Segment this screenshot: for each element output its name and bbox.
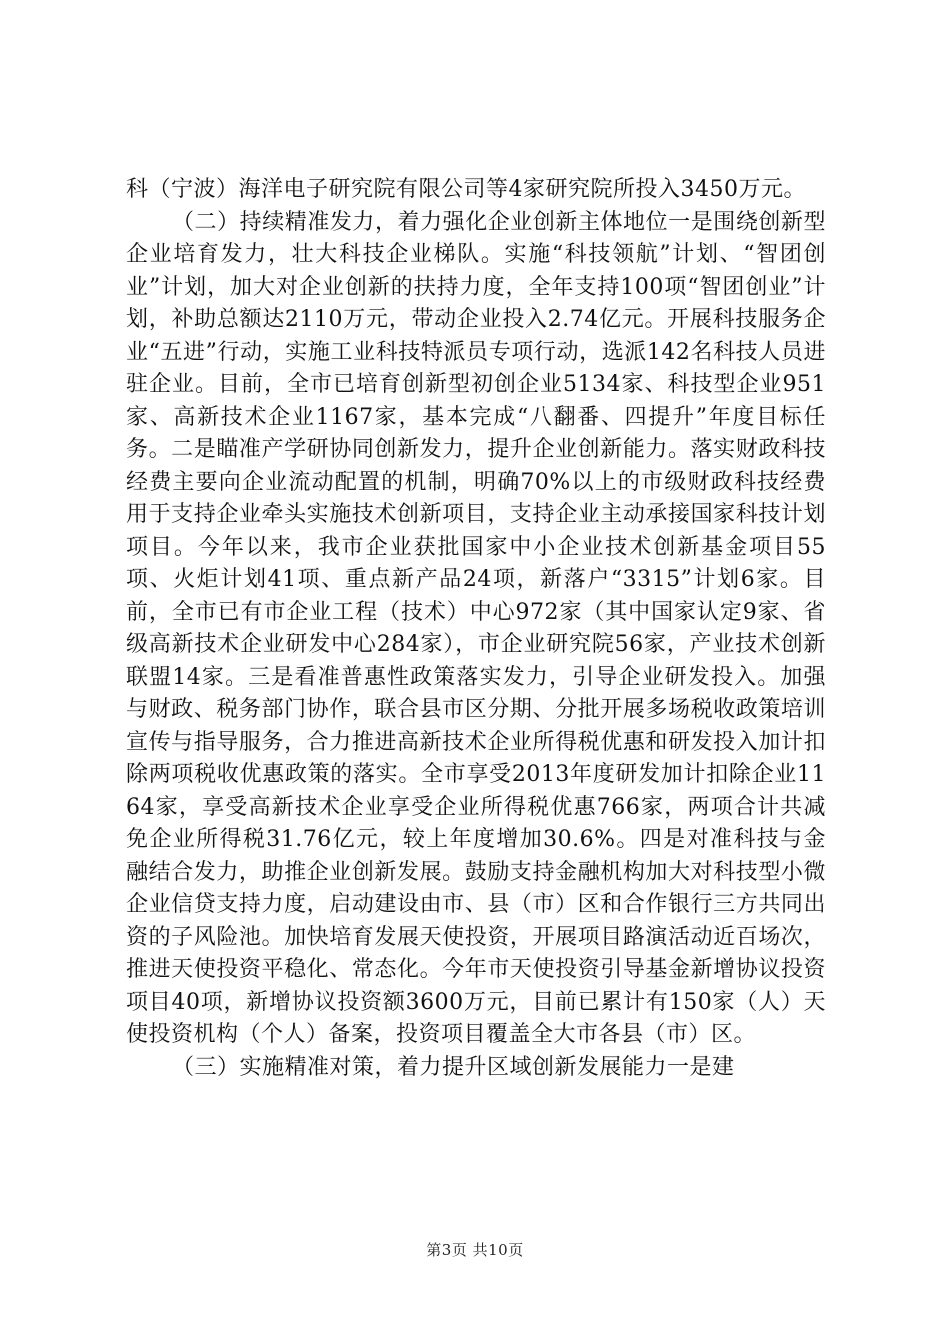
page-number-footer: 第3页 共10页 (426, 1241, 524, 1259)
document-body (126, 174, 826, 1084)
paragraph-1: 科（宁波）海洋电子研究院有限公司等4家研究院所投入3450万元。 (126, 177, 806, 202)
paragraph-2: （二）持续精准发力，着力强化企业创新主体地位一是围绕创新型企业培育发力，壮大科技企业梯队。实施“科技领航”计划、“智团创业”计划，加大对企业创新的扶持力度，全年支持100项“智团创业”计划，补助总额达2110万元，带动企业投入2.74亿元。开展科技服务企业“五进”行动，实施工业科技特派员专项行动，选派142名科技人员进驻企业。目前，全市已培育创新型初创企业5134家、科技型企业951家、高新技术企业1167家，基本完成“八翻番、四提升”年度目标任务。二是瞄准产学研协同创新发力，提升企业创新能力。落实财政科技经费主要向企业流动配置的机制，明确70%以上的市级财政科技经费用于支持企业牵头实施技术创新项目，支持企业主动承接国家科技计划项目。今年以来，我市企业获批国家中小企业技术创新基金项目55项、火炬计划41项、重点新产品24项，新落户“3315”计划6家。目前，全市已有市企业工程（技术）中心972家（其中国家认定9家、省级高新技术企业研发中心284家），市企业研究院56家，产业技术创新联盟14家。三是看准普惠性政策落实发力，引导企业研发投入。加强与财政、税务部门协作，联合县市区分期、分批开展多场税收政策培训宣传与指导服务，合力推进高新技术企业所得税优惠和研发投入加计扣除两项税收优惠政策的落实。全市享受2013年度研发加计扣除企业1164家，享受高新技术企业享受企业所得税优惠766家，两项合计共减免企业所得税31.76亿元，较上年度增加30.6%。四是对准科技与金融结合发力，助推企业创新发展。鼓励支持金融机构加大对科技型小微企业信贷支持力度，启动建设由市、县（市）区和合作银行三方共同出资的子风险池。加快培育发展天使投资，开展项目路演活动近百场次，推进天使投资平稳化、常态化。今年市天使投资引导基金新增协议投资项目40项，新增协议投资额3600万元，目前已累计有150家（人）天使投资机构（个人）备案，投资项目覆盖全大市各县（市）区。 (126, 209, 826, 1047)
paragraph-3: （三）实施精准对策，着力提升区域创新发展能力一是建 (172, 1054, 735, 1080)
